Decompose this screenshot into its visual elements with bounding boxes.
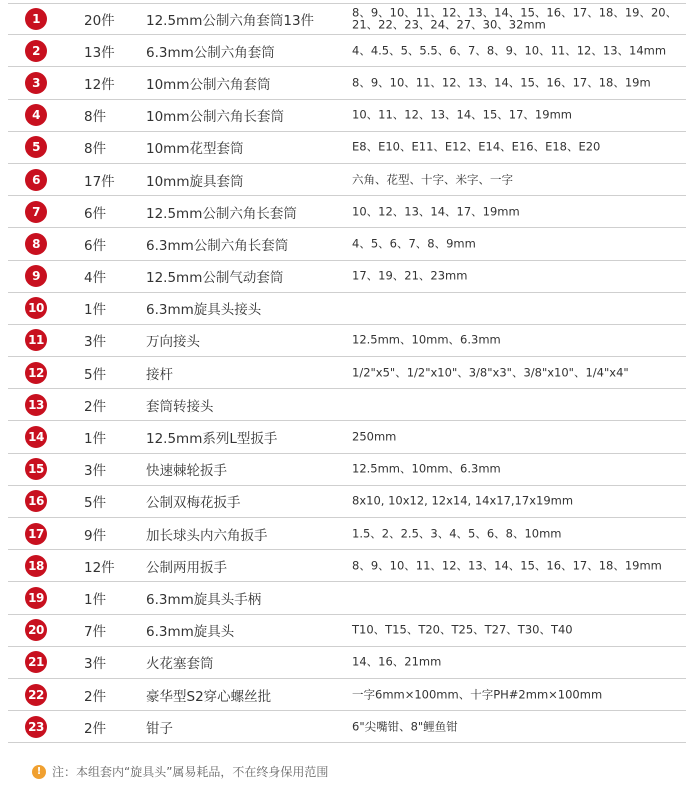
item-spec: 一字6mm×100mm、十字PH#2mm×100mm: [352, 686, 603, 701]
row-number-badge: 5: [25, 136, 47, 158]
table-row: [8, 647, 686, 679]
row-number-badge: 12: [25, 362, 47, 384]
quantity: 7件: [84, 624, 107, 641]
table-row: [8, 196, 686, 228]
quantity: 9件: [84, 527, 107, 544]
row-number-badge: 18: [25, 555, 47, 577]
quantity: 12件: [84, 559, 115, 576]
item-name: 公制两用扳手: [146, 559, 227, 576]
quantity: 4件: [84, 270, 107, 287]
row-number-badge: 11: [25, 329, 47, 351]
row-number-badge: 15: [25, 458, 47, 480]
footnote: [32, 763, 328, 780]
quantity: 3件: [84, 656, 107, 673]
warning-icon: !: [32, 765, 46, 779]
item-name: 套筒转接头: [146, 398, 214, 415]
table-row: [8, 325, 686, 357]
quantity: 1件: [84, 302, 107, 319]
row-number-badge: 17: [25, 523, 47, 545]
quantity: 6件: [84, 205, 107, 222]
item-spec: 12.5mm、10mm、6.3mm: [352, 461, 501, 476]
table-row: [8, 518, 686, 550]
quantity: 13件: [84, 44, 115, 61]
item-spec: 8x10, 10x12, 12x14, 14x17,17x19mm: [352, 493, 574, 508]
item-spec: 14、16、21mm: [352, 654, 442, 669]
item-name: 万向接头: [146, 334, 200, 351]
item-name: 10mm旋具套筒: [146, 173, 244, 190]
item-name: 12.5mm系列L型扳手: [146, 431, 278, 448]
item-name: 6.3mm旋具头接头: [146, 302, 262, 319]
item-name: 火花塞套筒: [146, 656, 214, 673]
row-number-badge: 10: [25, 297, 47, 319]
item-name: 钳子: [146, 720, 173, 737]
item-name: 接杆: [146, 366, 173, 383]
quantity: 3件: [84, 334, 107, 351]
item-spec: 6"尖嘴钳、8"鲤鱼钳: [352, 718, 458, 733]
item-spec: 17、19、21、23mm: [352, 268, 468, 283]
table-row: [8, 3, 686, 35]
item-name: 6.3mm旋具头手柄: [146, 591, 262, 608]
table-row: [8, 421, 686, 453]
row-number-badge: 3: [25, 72, 47, 94]
quantity: 3件: [84, 463, 107, 480]
item-spec: 4、5、6、7、8、9mm: [352, 236, 476, 251]
item-name: 12.5mm公制气动套筒: [146, 270, 284, 287]
table-row: [8, 679, 686, 711]
quantity: 20件: [84, 13, 115, 30]
table-row: [8, 389, 686, 421]
quantity: 12件: [84, 76, 115, 93]
row-number-badge: 9: [25, 265, 47, 287]
item-name: 快速棘轮扳手: [146, 463, 227, 480]
quantity: 1件: [84, 591, 107, 608]
table-row: [8, 35, 686, 67]
quantity: 8件: [84, 141, 107, 158]
row-number-badge: 23: [25, 716, 47, 738]
row-number-badge: 21: [25, 651, 47, 673]
item-name: 豪华型S2穿心螺丝批: [146, 688, 272, 705]
row-number-badge: 20: [25, 619, 47, 641]
item-spec: 10、12、13、14、17、19mm: [352, 203, 520, 218]
row-number-badge: 14: [25, 426, 47, 448]
parts-table: [8, 3, 686, 743]
table-row: [8, 486, 686, 518]
item-spec: 8、9、10、11、12、13、14、15、16、17、18、19m: [352, 75, 651, 90]
quantity: 5件: [84, 366, 107, 383]
quantity: 17件: [84, 173, 115, 190]
item-spec: 1/2"x5"、1/2"x10"、3/8"x3"、3/8"x10"、1/4"x4": [352, 364, 629, 379]
item-name: 10mm花型套筒: [146, 141, 244, 158]
item-name: 12.5mm公制六角长套筒: [146, 205, 297, 222]
table-row: [8, 454, 686, 486]
item-name: 10mm公制六角套筒: [146, 76, 271, 93]
row-number-badge: 19: [25, 587, 47, 609]
row-number-badge: 8: [25, 233, 47, 255]
item-name: 6.3mm旋具头: [146, 624, 235, 641]
item-spec: 1.5、2、2.5、3、4、5、6、8、10mm: [352, 525, 562, 540]
quantity: 2件: [84, 688, 107, 705]
row-number-badge: 22: [25, 684, 47, 706]
table-row: [8, 615, 686, 647]
item-spec: 8、9、10、11、12、13、14、15、16、17、18、19mm: [352, 558, 662, 573]
item-spec: 4、4.5、5、5.5、6、7、8、9、10、11、12、13、14mm: [352, 43, 667, 58]
table-row: [8, 582, 686, 614]
table-row: [8, 100, 686, 132]
footnote-text: 注：本组套内“旋具头”属易耗品，不在终身保用范围: [52, 765, 329, 779]
table-row: [8, 67, 686, 99]
quantity: 8件: [84, 109, 107, 126]
quantity: 2件: [84, 398, 107, 415]
row-number-badge: 7: [25, 201, 47, 223]
item-name: 12.5mm公制六角套筒13件: [146, 13, 315, 30]
row-number-badge: 1: [25, 8, 47, 30]
item-name: 加长球头内六角扳手: [146, 527, 268, 544]
quantity: 1件: [84, 431, 107, 448]
table-row: [8, 132, 686, 164]
item-spec: 10、11、12、13、14、15、17、19mm: [352, 107, 572, 122]
item-spec: E8、E10、E11、E12、E14、E16、E18、E20: [352, 139, 601, 154]
table-row: [8, 228, 686, 260]
row-number-badge: 16: [25, 490, 47, 512]
item-name: 6.3mm公制六角套筒: [146, 44, 275, 61]
table-row: [8, 550, 686, 582]
item-spec: 250mm: [352, 429, 397, 444]
table-row: [8, 261, 686, 293]
table-row: [8, 711, 686, 743]
quantity: 5件: [84, 495, 107, 512]
item-spec: 8、9、10、11、12、13、14、15、16、17、18、19、20、21、22、23、24、27、30、32mm: [352, 5, 678, 32]
quantity: 2件: [84, 720, 107, 737]
table-row: [8, 164, 686, 196]
quantity: 6件: [84, 237, 107, 254]
item-name: 公制双梅花扳手: [146, 495, 241, 512]
table-row: [8, 357, 686, 389]
row-number-badge: 13: [25, 394, 47, 416]
table-row: [8, 293, 686, 325]
item-spec: 六角、花型、十字、米字、一字: [352, 171, 513, 186]
item-spec: T10、T15、T20、T25、T27、T30、T40: [352, 622, 573, 637]
item-name: 10mm公制六角长套筒: [146, 109, 284, 126]
item-spec: 12.5mm、10mm、6.3mm: [352, 332, 501, 347]
row-number-badge: 6: [25, 169, 47, 191]
item-name: 6.3mm公制六角长套筒: [146, 237, 289, 254]
row-number-badge: 2: [25, 40, 47, 62]
row-number-badge: 4: [25, 104, 47, 126]
